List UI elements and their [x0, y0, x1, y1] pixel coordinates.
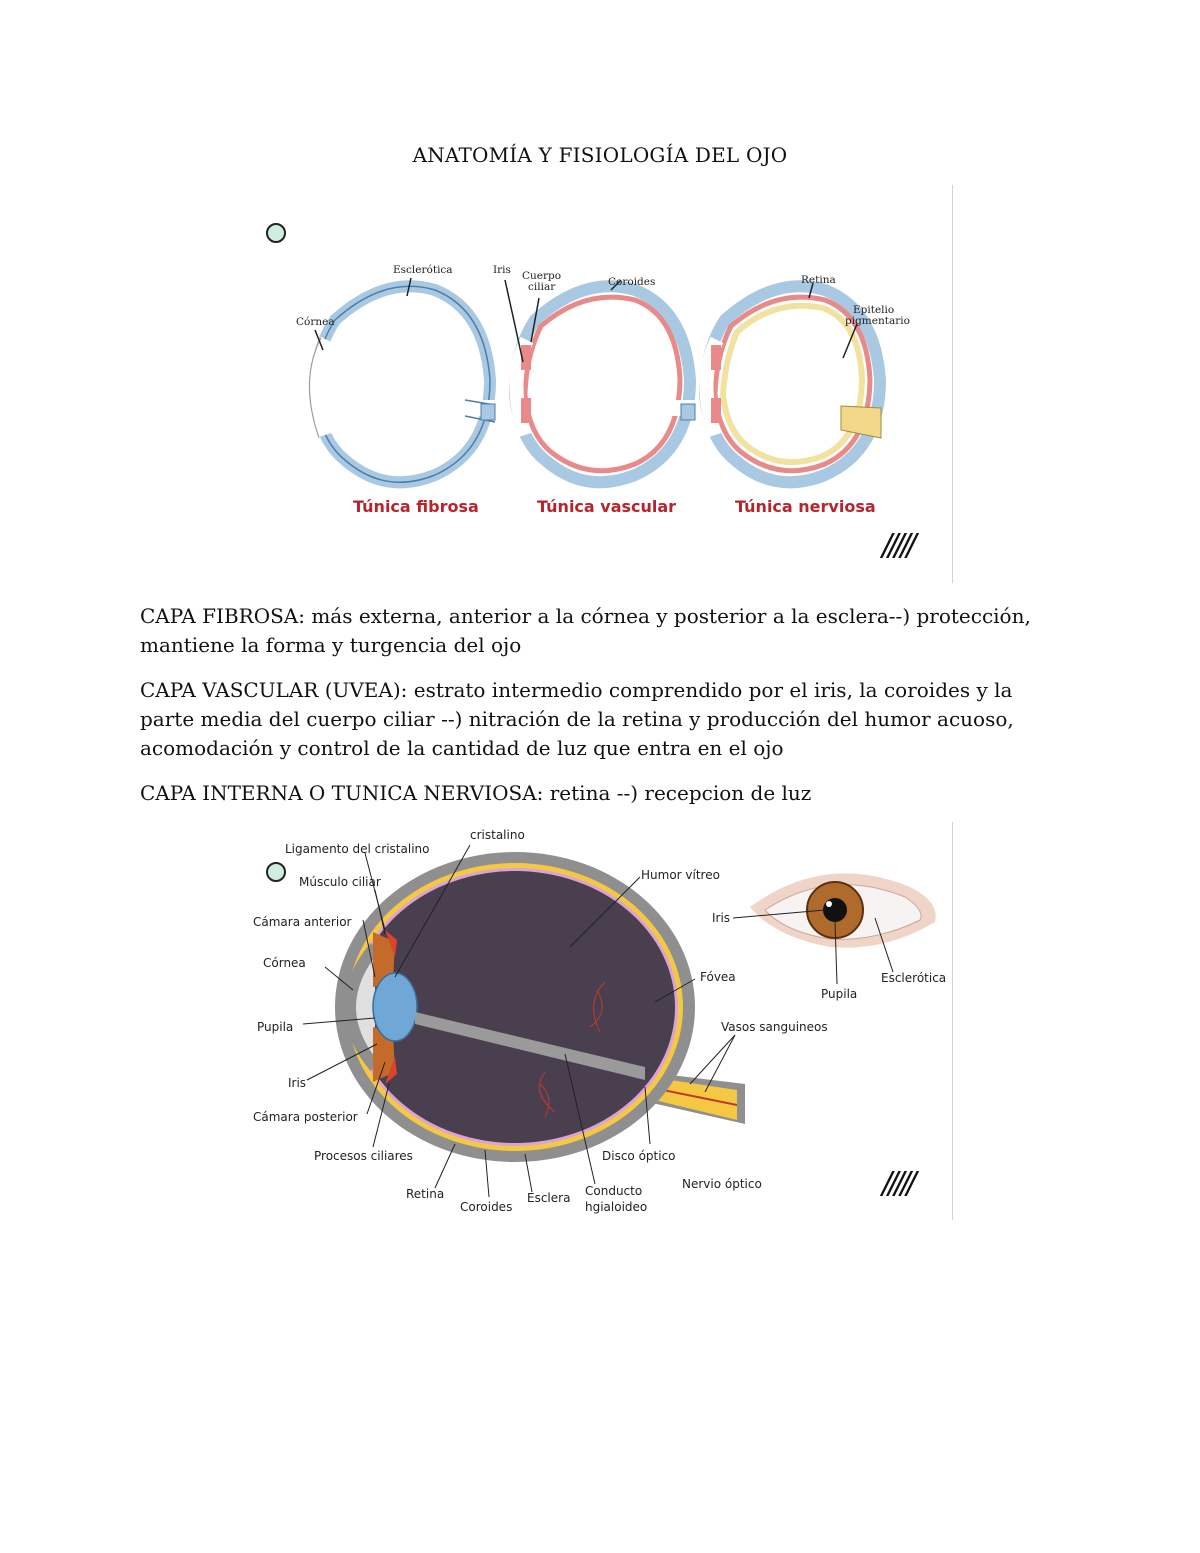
label-procesos-ciliares: Procesos ciliares	[314, 1149, 413, 1163]
paragraph-capa-vascular: CAPA VASCULAR (UVEA): estrato intermedio comprendido por el iris, la coroides y la parte media del cuerpo ciliar --) nitración de la retina y producción del humor acuoso, acomodación y control de la cantidad de luz que entra en el ojo	[140, 678, 1014, 760]
external-eye-photo	[712, 873, 946, 1001]
eye-cross-section-figure	[245, 822, 950, 1222]
label-retina-2: Retina	[406, 1187, 445, 1201]
label-nervio-optico: Nervio óptico	[682, 1177, 762, 1191]
label-ligamento-cristalino: Ligamento del cristalino	[285, 842, 430, 856]
label-cornea: Córnea	[296, 316, 335, 328]
label-cristalino: cristalino	[470, 828, 525, 842]
label-musculo-ciliar: Músculo ciliar	[299, 875, 381, 889]
label-vasos-sanguineos: Vasos sanguineos	[721, 1020, 828, 1034]
label-pupila-ext: Pupila	[821, 987, 858, 1001]
label-epitelio-1: Epitelio	[853, 304, 895, 316]
figure-1-bullet	[266, 223, 286, 243]
figure-1-mark: /////	[882, 528, 913, 563]
label-conducto-2: hgialoideo	[585, 1200, 648, 1214]
label-esclera: Esclera	[527, 1191, 571, 1205]
paragraph-capa-interna: CAPA INTERNA O TUNICA NERVIOSA: retina --) recepcion de luz	[140, 781, 812, 805]
label-cuerpo-ciliar-2: ciliar	[528, 281, 556, 293]
label-camara-anterior: Cámara anterior	[253, 915, 352, 929]
label-esclerotica: Esclerótica	[393, 264, 453, 276]
lens	[373, 973, 417, 1041]
label-disco-optico: Disco óptico	[602, 1149, 676, 1163]
label-retina: Retina	[801, 274, 836, 286]
label-epitelio-2: pigmentario	[845, 315, 910, 327]
label-camara-posterior: Cámara posterior	[253, 1110, 358, 1124]
caption-tunica-vascular: Túnica vascular	[537, 497, 677, 516]
label-esclerotica-ext: Esclerótica	[881, 971, 947, 985]
label-humor-vitreo: Humor vítreo	[641, 868, 720, 882]
figure-1-border	[952, 185, 953, 583]
label-coroides-2: Coroides	[460, 1200, 513, 1214]
label-pupila: Pupila	[257, 1020, 294, 1034]
tunics-figure	[285, 250, 925, 530]
label-fovea: Fóvea	[700, 970, 736, 984]
figure-2-border	[952, 822, 953, 1220]
paragraph-capa-fibrosa: CAPA FIBROSA: más externa, anterior a la córnea y posterior a la esclera--) protección, mantiene la forma y turgencia del ojo	[140, 604, 1031, 657]
label-conducto-1: Conducto	[585, 1184, 643, 1198]
label-cornea-2: Córnea	[263, 956, 306, 970]
label-coroides: Coroides	[608, 276, 656, 288]
figure-2-mark: /////	[882, 1166, 913, 1201]
label-iris-ext: Iris	[712, 911, 731, 925]
page-title: ANATOMÍA Y FISIOLOGÍA DEL OJO	[412, 143, 788, 167]
eye-tunica-fibrosa	[296, 264, 495, 516]
eye-tunica-nerviosa	[705, 274, 910, 516]
label-iris-2: Iris	[288, 1076, 307, 1090]
eye-tunica-vascular	[493, 264, 695, 516]
caption-tunica-nerviosa: Túnica nerviosa	[735, 497, 876, 516]
label-cuerpo-ciliar-1: Cuerpo	[522, 270, 562, 282]
caption-tunica-fibrosa: Túnica fibrosa	[353, 497, 479, 516]
label-iris: Iris	[493, 264, 511, 276]
